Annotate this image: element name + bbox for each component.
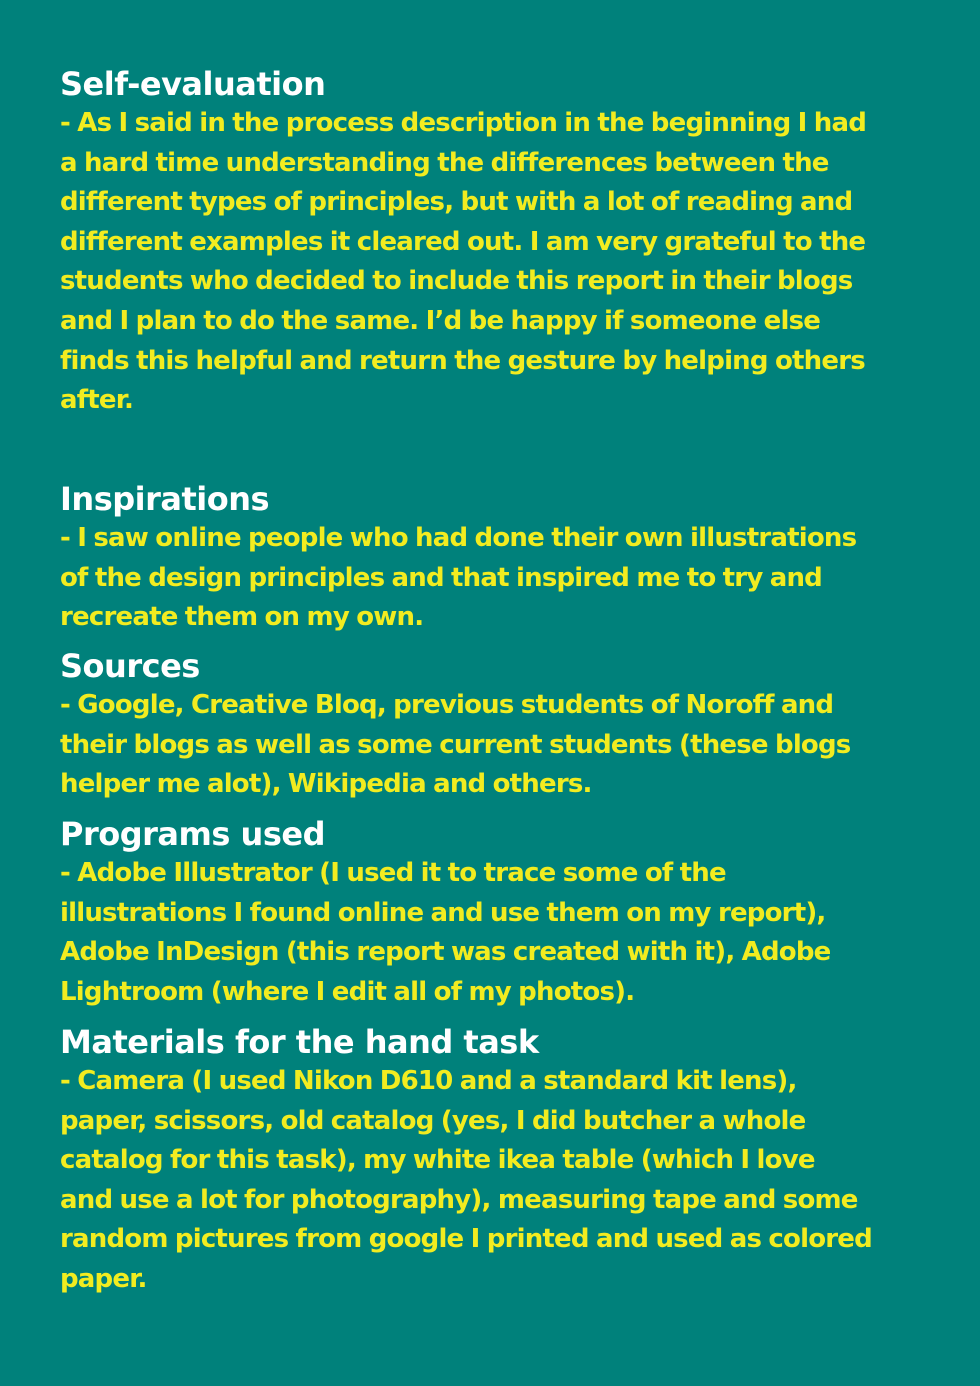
text-line: recreate them on my own. xyxy=(60,602,424,633)
text-line: - As I said in the process description in the beginning I had xyxy=(60,108,867,138)
section-materials xyxy=(60,1022,922,1300)
text-line: paper, scissors, old catalog (yes, I did butcher a whole xyxy=(60,1105,806,1136)
text-line: and I plan to do the same. I’d be happy if someone else xyxy=(60,305,821,336)
text-line: - Camera (I used Nikon D610 and a standard kit lens), xyxy=(60,1066,797,1096)
section-body xyxy=(60,1062,922,1300)
section-inspirations xyxy=(60,479,922,638)
text-line: - I saw online people who had done their own illustrations xyxy=(60,523,857,553)
text-line: their blogs as well as some current students (these blogs xyxy=(60,729,851,760)
text-line: of the design principles and that inspired me to try and xyxy=(60,562,822,593)
text-line: after. xyxy=(60,385,134,416)
section-body xyxy=(60,854,922,1012)
text-line: a hard time understanding the differences between the xyxy=(60,147,829,178)
text-line: catalog for this task), my white ikea table (which I love xyxy=(60,1145,815,1176)
section-programs-used xyxy=(60,814,922,1012)
section-self-evaluation xyxy=(60,64,922,421)
text-line: Adobe InDesign (this report was created with it), Adobe xyxy=(60,937,831,968)
text-line: students who decided to include this report in their blogs xyxy=(60,266,853,297)
section-sources xyxy=(60,646,922,805)
text-line: - Adobe Illustrator (I used it to trace some of the xyxy=(60,858,726,888)
section-body xyxy=(60,104,922,421)
text-line: helper me alot), Wikipedia and others. xyxy=(60,769,592,800)
text-line: paper. xyxy=(60,1263,147,1294)
text-line: - Google, Creative Bloq, previous students of Noroff and xyxy=(60,690,834,720)
section-heading: Materials for the hand task xyxy=(60,1023,539,1061)
section-body xyxy=(60,686,922,805)
section-heading: Programs used xyxy=(60,815,325,853)
section-body xyxy=(60,519,922,638)
text-line: different examples it cleared out. I am very grateful to the xyxy=(60,226,866,257)
section-heading: Inspirations xyxy=(60,480,270,518)
text-line: random pictures from google I printed and used as colored xyxy=(60,1224,872,1255)
text-line: finds this helpful and return the gesture by helping others xyxy=(60,345,865,376)
text-line: Lightroom (where I edit all of my photos). xyxy=(60,976,635,1007)
section-heading: Sources xyxy=(60,647,200,685)
section-heading: Self-evaluation xyxy=(60,65,326,103)
text-line: different types of principles, but with a lot of reading and xyxy=(60,187,853,218)
text-line: illustrations I found online and use them on my report), xyxy=(60,897,826,928)
text-line: and use a lot for photography), measuring tape and some xyxy=(60,1184,858,1215)
